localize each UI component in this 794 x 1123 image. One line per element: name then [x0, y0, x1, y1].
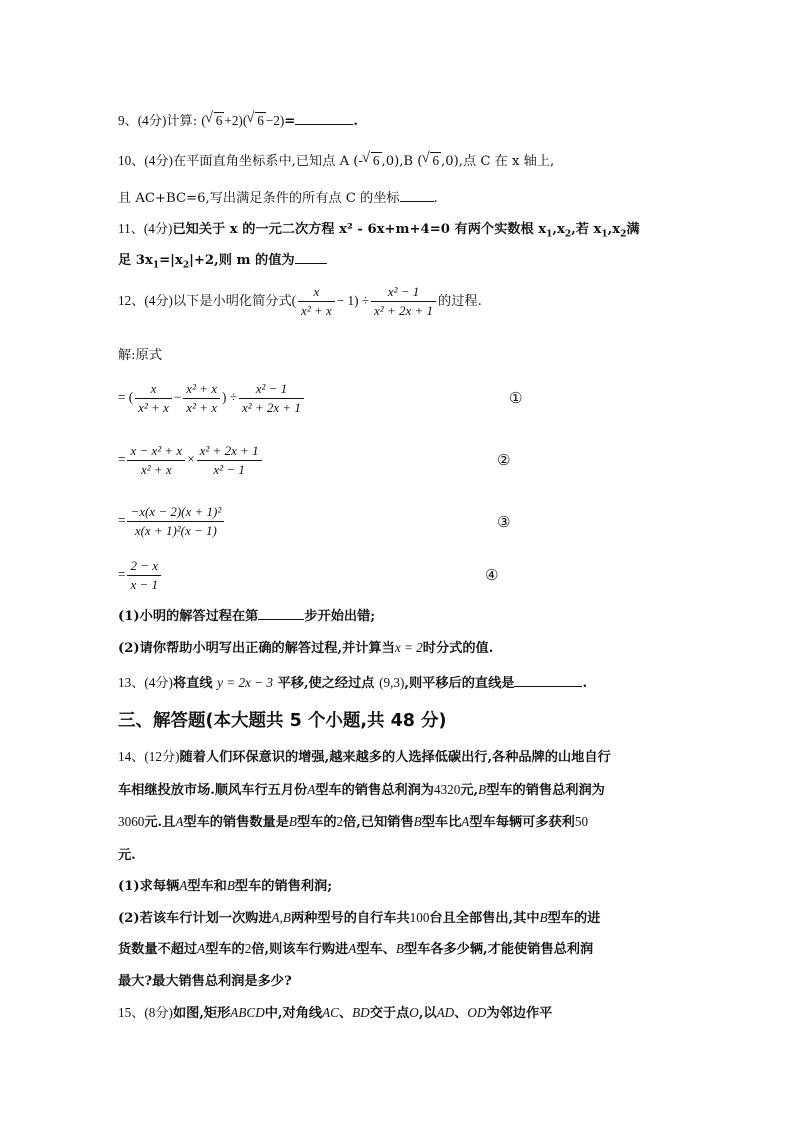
q9-equals: = — [284, 114, 296, 129]
q14-line2: 车相继投放市场.顺风车行五月份A型车的销售总利润为4320元,B型车的销售总利润为 — [118, 782, 605, 798]
q10-text3: ,0),点 C 在 x 轴上, — [441, 154, 555, 169]
q12-step4: = $\frac{2 - x}{x - 1}$ — [118, 557, 163, 594]
q14-part2-line3: 最大?最大销售总利润是多少? — [118, 974, 292, 989]
q12-step-blank[interactable] — [258, 607, 304, 620]
q13-answer-blank[interactable] — [514, 674, 582, 687]
question-12-line1: 12、(4分)以下是小明化简分式( $\frac{x}{\text{x² + x}}$ − 1) ÷ $\frac{\text{x² − 1}}{\text{x² + 2x + 1}}$ 的过程. — [118, 284, 482, 318]
q14-part2-line1: (2)若该车行计划一次购进A,B两种型号的自行车共100台且全部售出,其中B型车的进 — [118, 910, 601, 926]
q10-answer-blank[interactable] — [400, 189, 434, 202]
q11-text8: |+2,则 m 的值为 — [189, 253, 295, 268]
q12-subquestion-1: (1)小明的解答过程在第 步开始出错; — [118, 609, 376, 624]
question-11-line1: 11、(4分)已知关于 x 的一元二次方程 x² - 6x+m+4=0 有两个实数根 $x_1,x_2$,若 $x_1,x_2$满 — [118, 221, 640, 240]
question-10-line1: 10、(4分)在平面直角坐标系中,已知点 A (-√ 6 ,0),B (√ 6 ,0),点 C 在 x 轴上, — [118, 150, 554, 169]
question-10-line2: 且 AC+BC=6,写出满足条件的所有点 C 的坐标 . — [118, 191, 438, 206]
q14-number: 14、(12分) — [118, 749, 180, 764]
q11-number: 11、(4分) — [118, 221, 173, 236]
q14-part1: (1)求每辆A型车和B型车的销售利润; — [118, 878, 333, 894]
q9-expression: (√ 6 +2)(√ 6 −2) — [201, 113, 284, 128]
step-marker-2: ② — [497, 451, 511, 469]
section-heading: 三、解答题(本大题共 5 个小题,共 48 分) — [118, 711, 447, 731]
q12-step3: = $\frac{\text{−x(x − 2)(x + 1)²}}{\text{x(x + 1)²(x − 1)}}$ — [118, 503, 226, 540]
q10-text4: 且 AC+BC=6,写出满足条件的所有点 C 的坐标 — [118, 191, 400, 206]
q10-text2: ,0),B ( — [381, 154, 423, 169]
step-marker-4: ④ — [485, 566, 499, 584]
q10-number: 10、(4分) — [118, 153, 173, 168]
q9-answer-blank[interactable] — [295, 112, 353, 125]
q14-line4: 元. — [118, 848, 136, 863]
q12-frac1: $\frac{x}{\text{x² + x}}$ — [298, 283, 335, 320]
q9-lead: 计算: — [166, 114, 198, 129]
q12-number: 12、(4分) — [118, 293, 173, 308]
q12-solve-label: 解:原式 — [118, 348, 163, 363]
question-13: 13、(4分)将直线 y = 2x − 3 平移,使之经过点 (9,3),则平移后的直线是 . — [118, 675, 588, 691]
question-15: 15、(8分)如图,矩形ABCD中,对角线AC、BD交于点O,以AD、OD为邻边作平 — [118, 1005, 553, 1021]
q11-text1: 已知关于 x 的一元二次方程 x² - 6x+m+4=0 有两个实数根 x — [172, 222, 547, 237]
q13-number: 13、(4分) — [118, 675, 173, 690]
q10-text1: 在平面直角坐标系中,已知点 A (- — [172, 154, 363, 169]
q12-step2: = $\frac{\text{x − x² + x}}{\text{x² + x}}$ × $\frac{\text{x² + 2x + 1}}{\text{x² − 1}}$ — [118, 442, 264, 479]
q12-lead: 以下是小明化简分式 — [172, 294, 292, 309]
q14-line1: 14、(12分)随着人们环保意识的增强,越来越多的人选择低碳出行,各种品牌的山地自行 — [118, 749, 611, 765]
q12-frac2: $\frac{\text{x² − 1}}{\text{x² + 2x + 1}}$ — [371, 283, 436, 320]
q14-line3: 3060元.且A型车的销售数量是B型车的2倍,已知销售B型车比A型车每辆可多获利50 — [118, 814, 589, 830]
question-11-line2: 足 $3x_1=|x_2|+2$,则 m 的值为 — [118, 249, 327, 271]
q14-part2-line2: 货数量不超过A型车的2倍,则该车行购进A型车、B型车各多少辆,才能使销售总利润 — [118, 941, 594, 957]
q12-subquestion-2: (2)请你帮助小明写出正确的解答过程,并计算当x = 2时分式的值. — [118, 640, 494, 656]
q12-step1: = ( $\frac{x}{\text{x² + x}}$ − $\frac{\text{x² + x}}{\text{x² + x}}$ ) ÷ $\frac{\text{x² − 1}}{\text{x² + 2x + 1}}$ — [118, 380, 306, 417]
q15-number: 15、(8分) — [118, 1005, 173, 1020]
step-marker-3: ③ — [497, 513, 511, 531]
q9-number: 9、(4分) — [118, 113, 167, 128]
step-marker-1: ① — [509, 389, 523, 407]
question-9: 9、(4分)计算: (√ 6 +2)(√ 6 −2)= . — [118, 110, 358, 129]
q11-answer-blank[interactable] — [295, 251, 327, 264]
